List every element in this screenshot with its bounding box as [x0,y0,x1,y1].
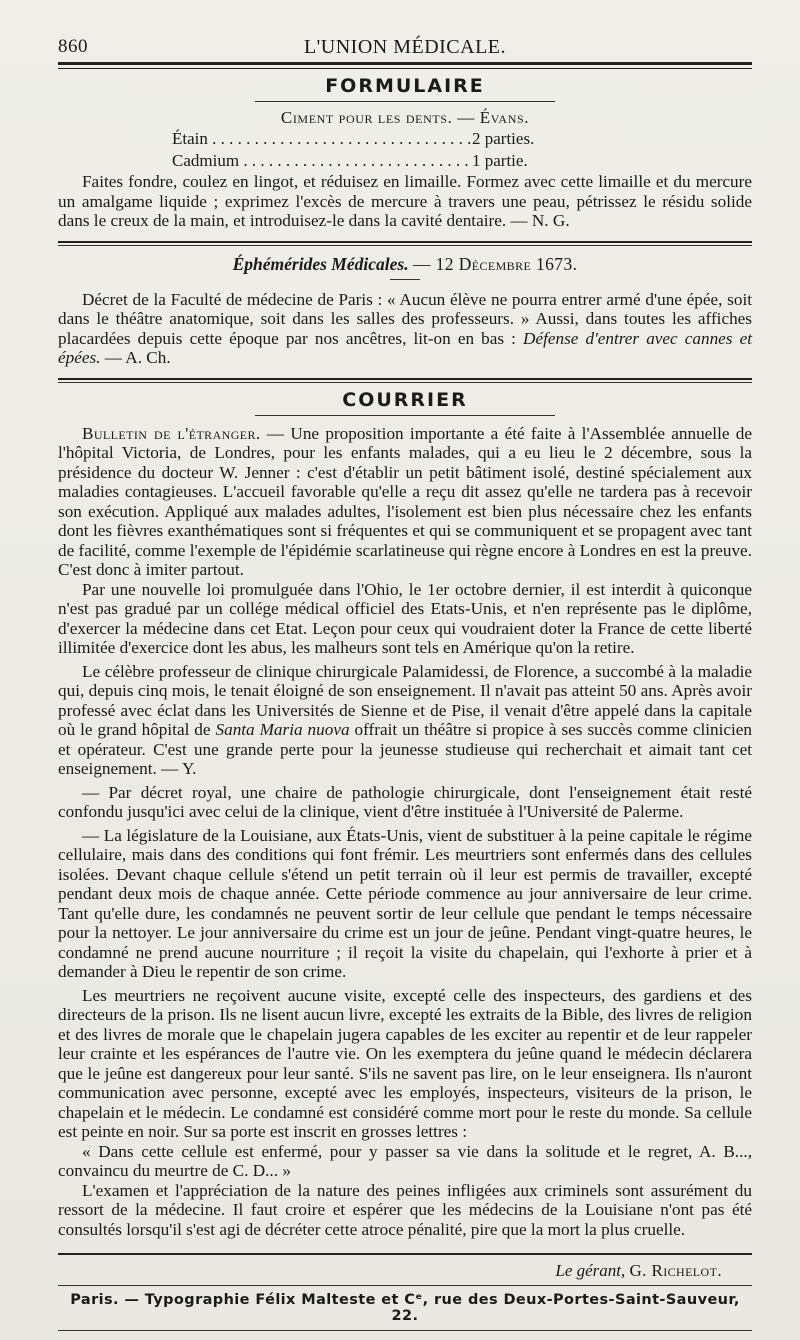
running-head [58,28,752,62]
ingredient-quantity: 2 parties. [472,129,535,148]
section-rule [58,382,752,383]
bulletin-text: — Une proposition importante a été faite à l'Assemblée annuelle de l'hôpital Victoria, de Londres, pour les enfants malades, qui a eu lieu le 2 décembre, sous la présidence du docteur W. Jenner : c'est d'établir un petit bâtiment isolé, destiné spécialement aux maladies contagieuses. L'accueil favorable qu'elle a reçu dit assez qu'elle ne tardera pas à recevoir son exécution. Appliqué aux malades adultes, l'isolement est bien plus nécessaire chez les enfants dont les fièvres exanthématiques sont si fréquentes et qui se communiquent et se propagent avec tant de facilité, comme l'exemple de l'épidémie scarlatineuse qui règne encore à Londres en est la preuve. C'est donc à imiter partout. [58,423,752,579]
ephemerides-body: Décret de la Faculté de médecine de Paris : « Aucun élève ne pourra entrer armé d'une épée, soit dans le théâtre anatomique, soit dans les salles des professeurs. » Aussi, dans toutes les affiches placardées depuis cette époque par nos ancêtres, lit-on en bas : [58,289,752,348]
formulaire-heading: FORMULAIRE [325,75,485,97]
section-rule [58,245,752,246]
inscription-quote: « Dans cette cellule est enfermé, pour y passer sa vie dans la solitude et le regret, A. B..., convaincu du meurtre de C. D... » [58,1141,752,1180]
bulletin-lead: Bulletin de l'étranger. [82,423,261,443]
ephemerides-signature: — A. Ch. [100,348,171,367]
journal-title: L'UNION MÉDICALE. [303,36,507,58]
palamidessi-text-a: Le célèbre professeur de clinique chirurgicale Palamidessi, de Florence, a succombé à la maladie qui, depuis cinq mois, le tenait éloigné de son enseignement. Il n'avait pas atteint 50 ans. Après avoir professé avec éclat dans les Universités de Sienne et de Pise, il venait d'être appelé dans la capitale où le grand hôpital de [58,661,752,739]
courrier-paragraph: — Par décret royal, une chaire de pathologie chirurgicale, dont l'enseignement était resté confondu jusqu'ici avec celui de la clinique, vient d'être instituée à l'Université de Palerme. [58,782,752,821]
ingredient-quantity: 1 partie. [472,151,528,170]
ephemerides-emphasis: Défense d'entrer avec cannes et épées. [58,328,752,367]
courrier-paragraph [58,662,752,779]
courrier-paragraph [58,424,752,580]
formula-name: Ciment pour les dents. — Évans. [280,108,530,127]
ephemerides-title: Éphémérides Médicales. [232,253,409,274]
ephemerides-date: — 12 Décembre 1673. [412,253,578,274]
ephemerides-heading [58,254,752,275]
ingredient-row [172,150,752,172]
ingredient-list [172,128,752,172]
gerant-label: Le gérant, [555,1261,626,1280]
gerant-name: G. Richelot. [629,1261,722,1280]
header-rule [58,62,752,69]
formulaire-title-rule [255,101,555,102]
courrier-paragraph: — La législature de la Louisiane, aux États-Unis, vient de substituer à la peine capitale le régime cellulaire, mais dans des conditions qui font frémir. Les meurtriers sont enfermés dans des cellules isolées. Devant chaque cellule s'étend un petit terrain où il leur est permis de travailler, excepté pendant deux mois de chaque année. Cette période commence au jour anniversaire de leur crime. Tant qu'elle dure, les condamnés ne peuvent sortir de leur cellule que pendant le temps nécessaire pour la nettoyer. Le jour anniversaire du crime est un jour de jeûne. Pendant vingt-quatre heures, le condamné ne prend aucune nourriture ; il reçoit la visite du chapelain, qui l'exhorte à prier et à demander à Dieu le repentir de son crime. [58,825,752,981]
formula-instructions: Faites fondre, coulez en lingot, et réduisez en limaille. Formez avec cette limaille et du mercure un amalgame liquide ; exprimez l'excès de mercure à travers une peau, pétrissez le résidu solide dans le creux de la main, et introduisez-le dans la cavité dentaire. — N. G. [58,172,752,230]
courrier-title-rule [255,415,555,416]
ephemerides-text [58,290,752,368]
gerant-line [58,1261,722,1281]
courrier-paragraph: Par une nouvelle loi promulguée dans l'Ohio, le 1er octobre dernier, il est interdit à quiconque n'est pas gradué par un collége médical officiel des Etats-Unis, et n'en représente pas le diplôme, d'exercer la médecine dans cet Etat. Leçon pour ceux qui voudraient doter la France de cette liberté illimitée d'exercice dont les abus, les malheurs sont tels en Amérique qu'on la retire. [58,579,752,657]
hospital-name: Santa Maria nuova [215,720,350,739]
courrier-paragraph: L'examen et l'appréciation de la nature des peines infligées aux criminels sont assurément du ressort de la médecine. Il faut croire et espérer que les médecins de la Louisiane n'ont pas été consultés lorsqu'il s'est agi de décréter cette atroce pénalité, pire que la mort la plus cruelle. [58,1180,752,1239]
short-dash-rule [390,279,420,280]
ingredient-name: Cadmium . . . [172,150,472,172]
courrier-heading: COURRIER [342,388,468,411]
ingredient-row [172,128,752,150]
footer-rule [58,1285,752,1286]
ingredient-name: Étain . . . [172,128,472,150]
printer-imprint: Paris. — Typographie Félix Malteste et Cᵉ, rue des Deux-Portes-Saint-Sauveur, 22. [70,1292,740,1324]
courrier-paragraph: Les meurtriers ne reçoivent aucune visite, excepté celle des inspecteurs, des gardiens et des directeurs de la prison. Ils ne lisent aucun livre, excepté les extraits de la Bible, des livres de religion et des livres de morale que le chapelain jugera capables de les exciter au repentir et de leur rappeler leur crainte et les espérances de l'autre vie. On les exemptera du jeûne quand le médecin déclarera que le jeûne est dangereux pour leur santé. S'ils ne savent pas lire, on le leur enseignera. Ils n'auront communication avec personne, excepté avec les employés, inspecteurs, visiteurs de la prison, le chapelain et le médecin. Le condamné est considéré comme mort pour le reste du monde. Sa cellule est peinte en noir. Sur sa porte est inscrit en grosses lettres : [58,985,752,1141]
footer-rule [58,1330,752,1331]
page-number: 860 [58,36,88,57]
footer-rule [58,1253,752,1255]
palamidessi-text-b: offrait un théâtre si propice à ses succès comme clinicien et opérateur. C'est une grande perte pour la jeunesse studieuse qui recherchait et aimait tant cet enseignement. — Y. [58,720,752,778]
